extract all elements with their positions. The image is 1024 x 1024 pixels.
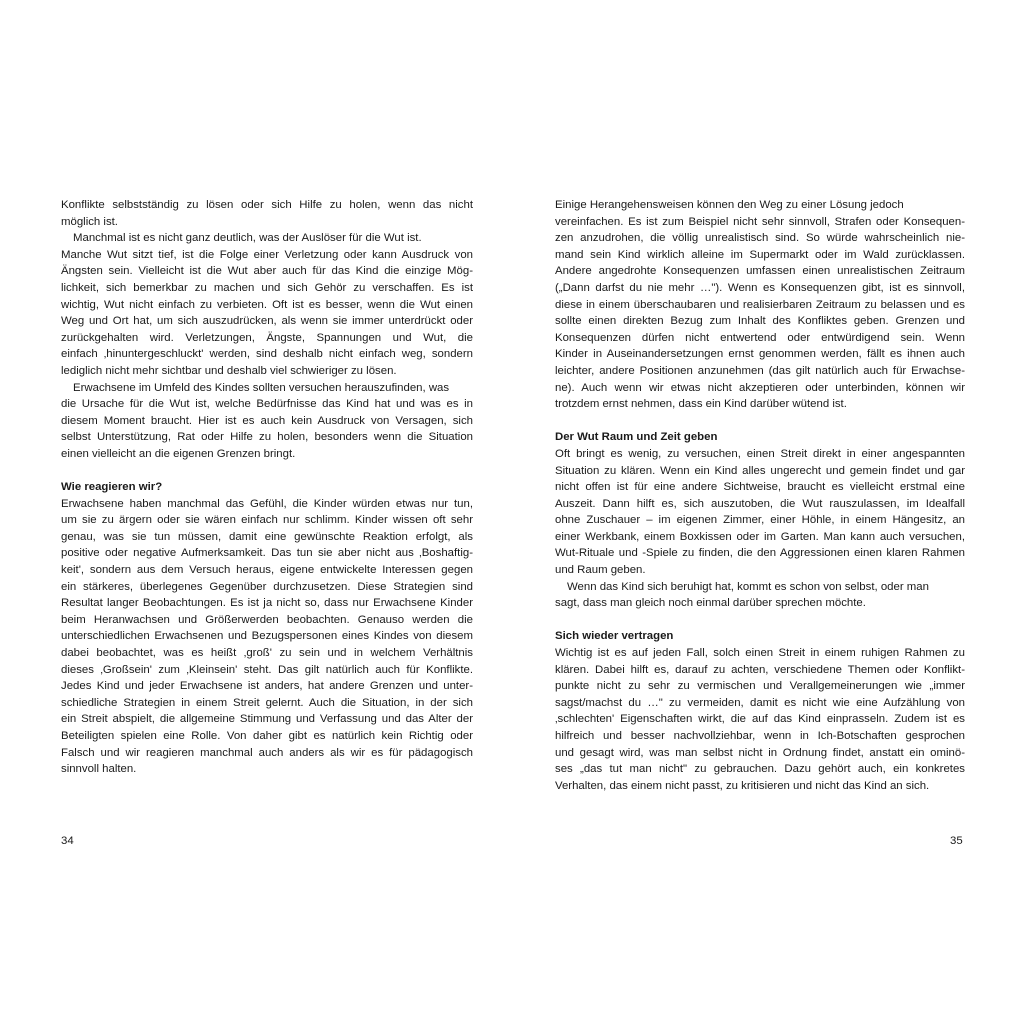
- text-line: beim Heranwachsen und Größerwerden beobachten. Genauso werden die: [61, 613, 473, 626]
- text-line: keit', sondern aus dem Versuch heraus, eigene entwickelte Interessen gegen: [61, 564, 473, 577]
- text-line: die Ursache für die Wut ist, welche Bedürfnisse das Kind hat und was es in: [61, 398, 473, 411]
- text-line: Weg und Ort hat, um sich auszudrücken, als wenn sie immer unterdrückt oder: [61, 315, 473, 328]
- text-line: Jedes Kind und jeder Erwachsene ist anders, hat andere Grenzen und unter-: [61, 680, 473, 693]
- text-line: dieses ‚Großsein' zum ‚Kleinsein' steht. Das gilt natürlich auch für Konflikte.: [61, 663, 473, 676]
- text-line: möglich ist.: [61, 215, 118, 228]
- section-heading: Sich wieder vertragen: [555, 630, 674, 643]
- text-line: Wenn das Kind sich beruhigt hat, kommt es schon von selbst, oder man: [567, 580, 929, 593]
- text-line: Ängsten sein. Vielleicht ist die Wut aber auch für das Kind die einzige Mög-: [61, 265, 473, 278]
- text-line: wichtig, Wut nicht einfach zu verbieten. Oft ist es besser, wenn die Wut einen: [61, 298, 473, 311]
- text-line: sollte einen direkten Bezug zum Inhalt des Konfliktes geben. Grenzen und: [555, 315, 965, 328]
- paragraph-gap: [61, 463, 473, 480]
- left-page-number: 34: [61, 835, 74, 847]
- text-line: Konsequenzen dürfen nicht entwertend oder entwürdigend sein. Wenn: [555, 331, 965, 344]
- text-line: und gesagt wird, was man selbst nicht in Ordnung findet, anstatt ein ominö-: [555, 746, 965, 759]
- text-line: zurückgehalten wird. Verletzungen, Ängste, Spannungen und Wut, die: [61, 331, 473, 344]
- text-line: Wichtig ist es auf jeden Fall, solch einen Streit in einem ruhigen Rahmen zu: [555, 647, 965, 660]
- text-line: einfach ‚hinuntergeschluckt' werden, sind deshalb nicht einfach weg, sondern: [61, 348, 473, 361]
- text-line: genau, was sie tun müssen, damit eine gewünschte Reaktion erfolgt, als: [61, 530, 473, 543]
- text-line: Verhalten, das einem nicht passt, zu kritisieren und nicht das Kind an sich.: [555, 779, 930, 792]
- text-line: leichter, andere Positionen anzunehmen (das gilt natürlich auch für Erwachse-: [555, 364, 965, 377]
- text-line: um sie zu ärgern oder sie wären einfach nur schlimm. Kinder wissen oft sehr: [61, 514, 473, 527]
- text-line: ne). Auch wenn wir etwas nicht akzeptieren oder unterbinden, können wir: [555, 381, 965, 394]
- text-line: Resultat langer Beobachtungen. Es ist ja nicht so, dass nur Erwachsene Kinder: [61, 597, 473, 610]
- text-line: schiedliche Strategien in einem Streit gelernt. Auch die Situation, in der sich: [61, 696, 473, 709]
- text-line: einen vielleicht an die eigenen Grenzen bringt.: [61, 447, 296, 460]
- text-line: hilfreich und besser nachvollziehbar, wenn in Ich-Botschaften gesprochen: [555, 730, 965, 742]
- text-line: ein Streit abspielt, die allgemeine Stimmung und Verfassung und das Alter der: [61, 713, 473, 726]
- text-line: Auszeit. Dann hilft es, sich auszutoben, die Wut rauszulassen, im Idealfall: [555, 497, 965, 510]
- text-line: trotzdem ernst nehmen, dass ein Kind darüber wütend ist.: [555, 398, 847, 411]
- right-page-number: 35: [950, 835, 963, 847]
- text-line: lediglich nicht mehr sichtbar und deshalb viel schwieriger zu lösen.: [61, 364, 397, 377]
- paragraph-gap: [555, 413, 965, 430]
- text-line: Einige Herangehensweisen können den Weg zu einer Lösung jedoch: [555, 199, 904, 211]
- text-line: Oft bringt es wenig, zu versuchen, einen Streit direkt in einer angespannten: [555, 447, 965, 460]
- text-line: ein stärkeres, überlegenes Gegenüber durchzusetzen. Diese Strategien sind: [61, 580, 473, 593]
- text-line: positive oder negative Aufmerksamkeit. Das tun sie aber nicht aus ‚Boshaftig-: [61, 547, 473, 560]
- text-line: Manche Wut sitzt tief, ist die Folge einer Verletzung oder kann Ausdruck von: [61, 248, 473, 261]
- text-line: Falsch und wir reagieren manchmal auch anders als wir es für pädagogisch: [61, 746, 473, 759]
- text-line: Situation zu klären. Wenn ein Kind alles ungerecht und gemein findet und gar: [555, 464, 965, 477]
- text-line: unterschiedlichen Erwachsenen und Bezugspersonen eines Kindes von diesem: [61, 630, 473, 643]
- paragraph-gap: [555, 612, 965, 629]
- text-line: zen anzudrohen, die völlig unrealistisch sind. So würde wahrscheinlich nie-: [555, 232, 965, 245]
- section-heading: Wie reagieren wir?: [61, 481, 163, 494]
- text-line: Andere angedrohte Konsequenzen umfassen einen unrealistischen Zeitraum: [555, 265, 965, 278]
- text-line: Wut-Rituale und -Spiele zu finden, die den Aggressionen einen klaren Rahmen: [555, 547, 965, 560]
- right-page-text: [555, 197, 965, 794]
- text-line: sagt, dass man gleich noch einmal darüber sprechen möchte.: [555, 597, 866, 610]
- text-line: („Dann darfst du nie mehr …"). Wenn es Konsequenzen gibt, ist es sinnvoll,: [555, 281, 965, 294]
- section-heading: Der Wut Raum und Zeit geben: [555, 431, 718, 444]
- text-line: ses „das tut man nicht" zu gebrauchen. Dazu gehört auch, ein konkretes: [555, 763, 965, 776]
- text-line: klären. Dabei hilft es, darauf zu achten, verschiedene Themen oder Konflikt-: [555, 663, 965, 676]
- text-line: nicht offen ist für eine andere Sichtweise, braucht es vielleicht erstmal eine: [555, 481, 965, 494]
- text-line: mand sein Kind wirklich alleine im Supermarkt oder im Wald zurücklassen.: [555, 248, 965, 261]
- text-line: punkte nicht zu sehr zu vermischen und Verallgemeinerungen wie „immer: [555, 680, 965, 693]
- text-line: Manchmal ist es nicht ganz deutlich, was der Auslöser für die Wut ist.: [73, 232, 422, 245]
- text-line: vereinfachen. Es ist zum Beispiel nicht sehr sinnvoll, Strafen oder Konsequen-: [555, 215, 965, 228]
- text-line: und Raum geben.: [555, 564, 646, 577]
- text-line: Kinder in Auseinandersetzungen ernst genommen werden, fällt es ihnen auch: [555, 348, 965, 361]
- right-page: [512, 0, 1024, 1024]
- text-line: ‚schlechten' Eigenschaften wirkt, die auf das Kind einprasseln. Zudem ist es: [555, 713, 965, 726]
- text-line: diese in einem überschaubaren und realisierbaren Zeitraum zu belassen und es: [555, 298, 965, 311]
- text-line: sagst/machst du …" zu vermeiden, damit es nicht wie eine Aufzählung von: [555, 696, 965, 709]
- text-line: lichkeit, sich bemerkbar zu machen und sich Gehör zu verschaffen. Es ist: [61, 281, 473, 294]
- text-line: Beteiligten spielen eine Rolle. Von daher gibt es natürlich kein Richtig oder: [61, 730, 473, 742]
- text-line: diesem Moment braucht. Hier ist es auch kein Ausdruck von Versagen, sich: [61, 414, 473, 427]
- text-line: einer Werkbank, einem Boxkissen oder im Garten. Man kann auch versuchen,: [555, 530, 965, 543]
- text-line: ohne Zuschauer – im eigenen Zimmer, einer Höhle, in einem Hängesitz, an: [555, 514, 965, 527]
- text-line: sinnvoll halten.: [61, 763, 137, 776]
- text-line: Konflikte selbstständig zu lösen oder sich Hilfe zu holen, wenn das nicht: [61, 199, 473, 211]
- text-line: selbst Unterstützung, Rat oder Hilfe zu holen, besonders wenn die Situation: [61, 431, 473, 444]
- left-page-text: [61, 197, 473, 778]
- text-line: Erwachsene haben manchmal das Gefühl, die Kinder würden etwas nur tun,: [61, 497, 473, 510]
- text-line: Erwachsene im Umfeld des Kindes sollten versuchen herauszufinden, was: [73, 381, 450, 394]
- text-line: dabei beobachtet, was es heißt ‚groß' zu sein und in welchem Verhältnis: [61, 647, 473, 660]
